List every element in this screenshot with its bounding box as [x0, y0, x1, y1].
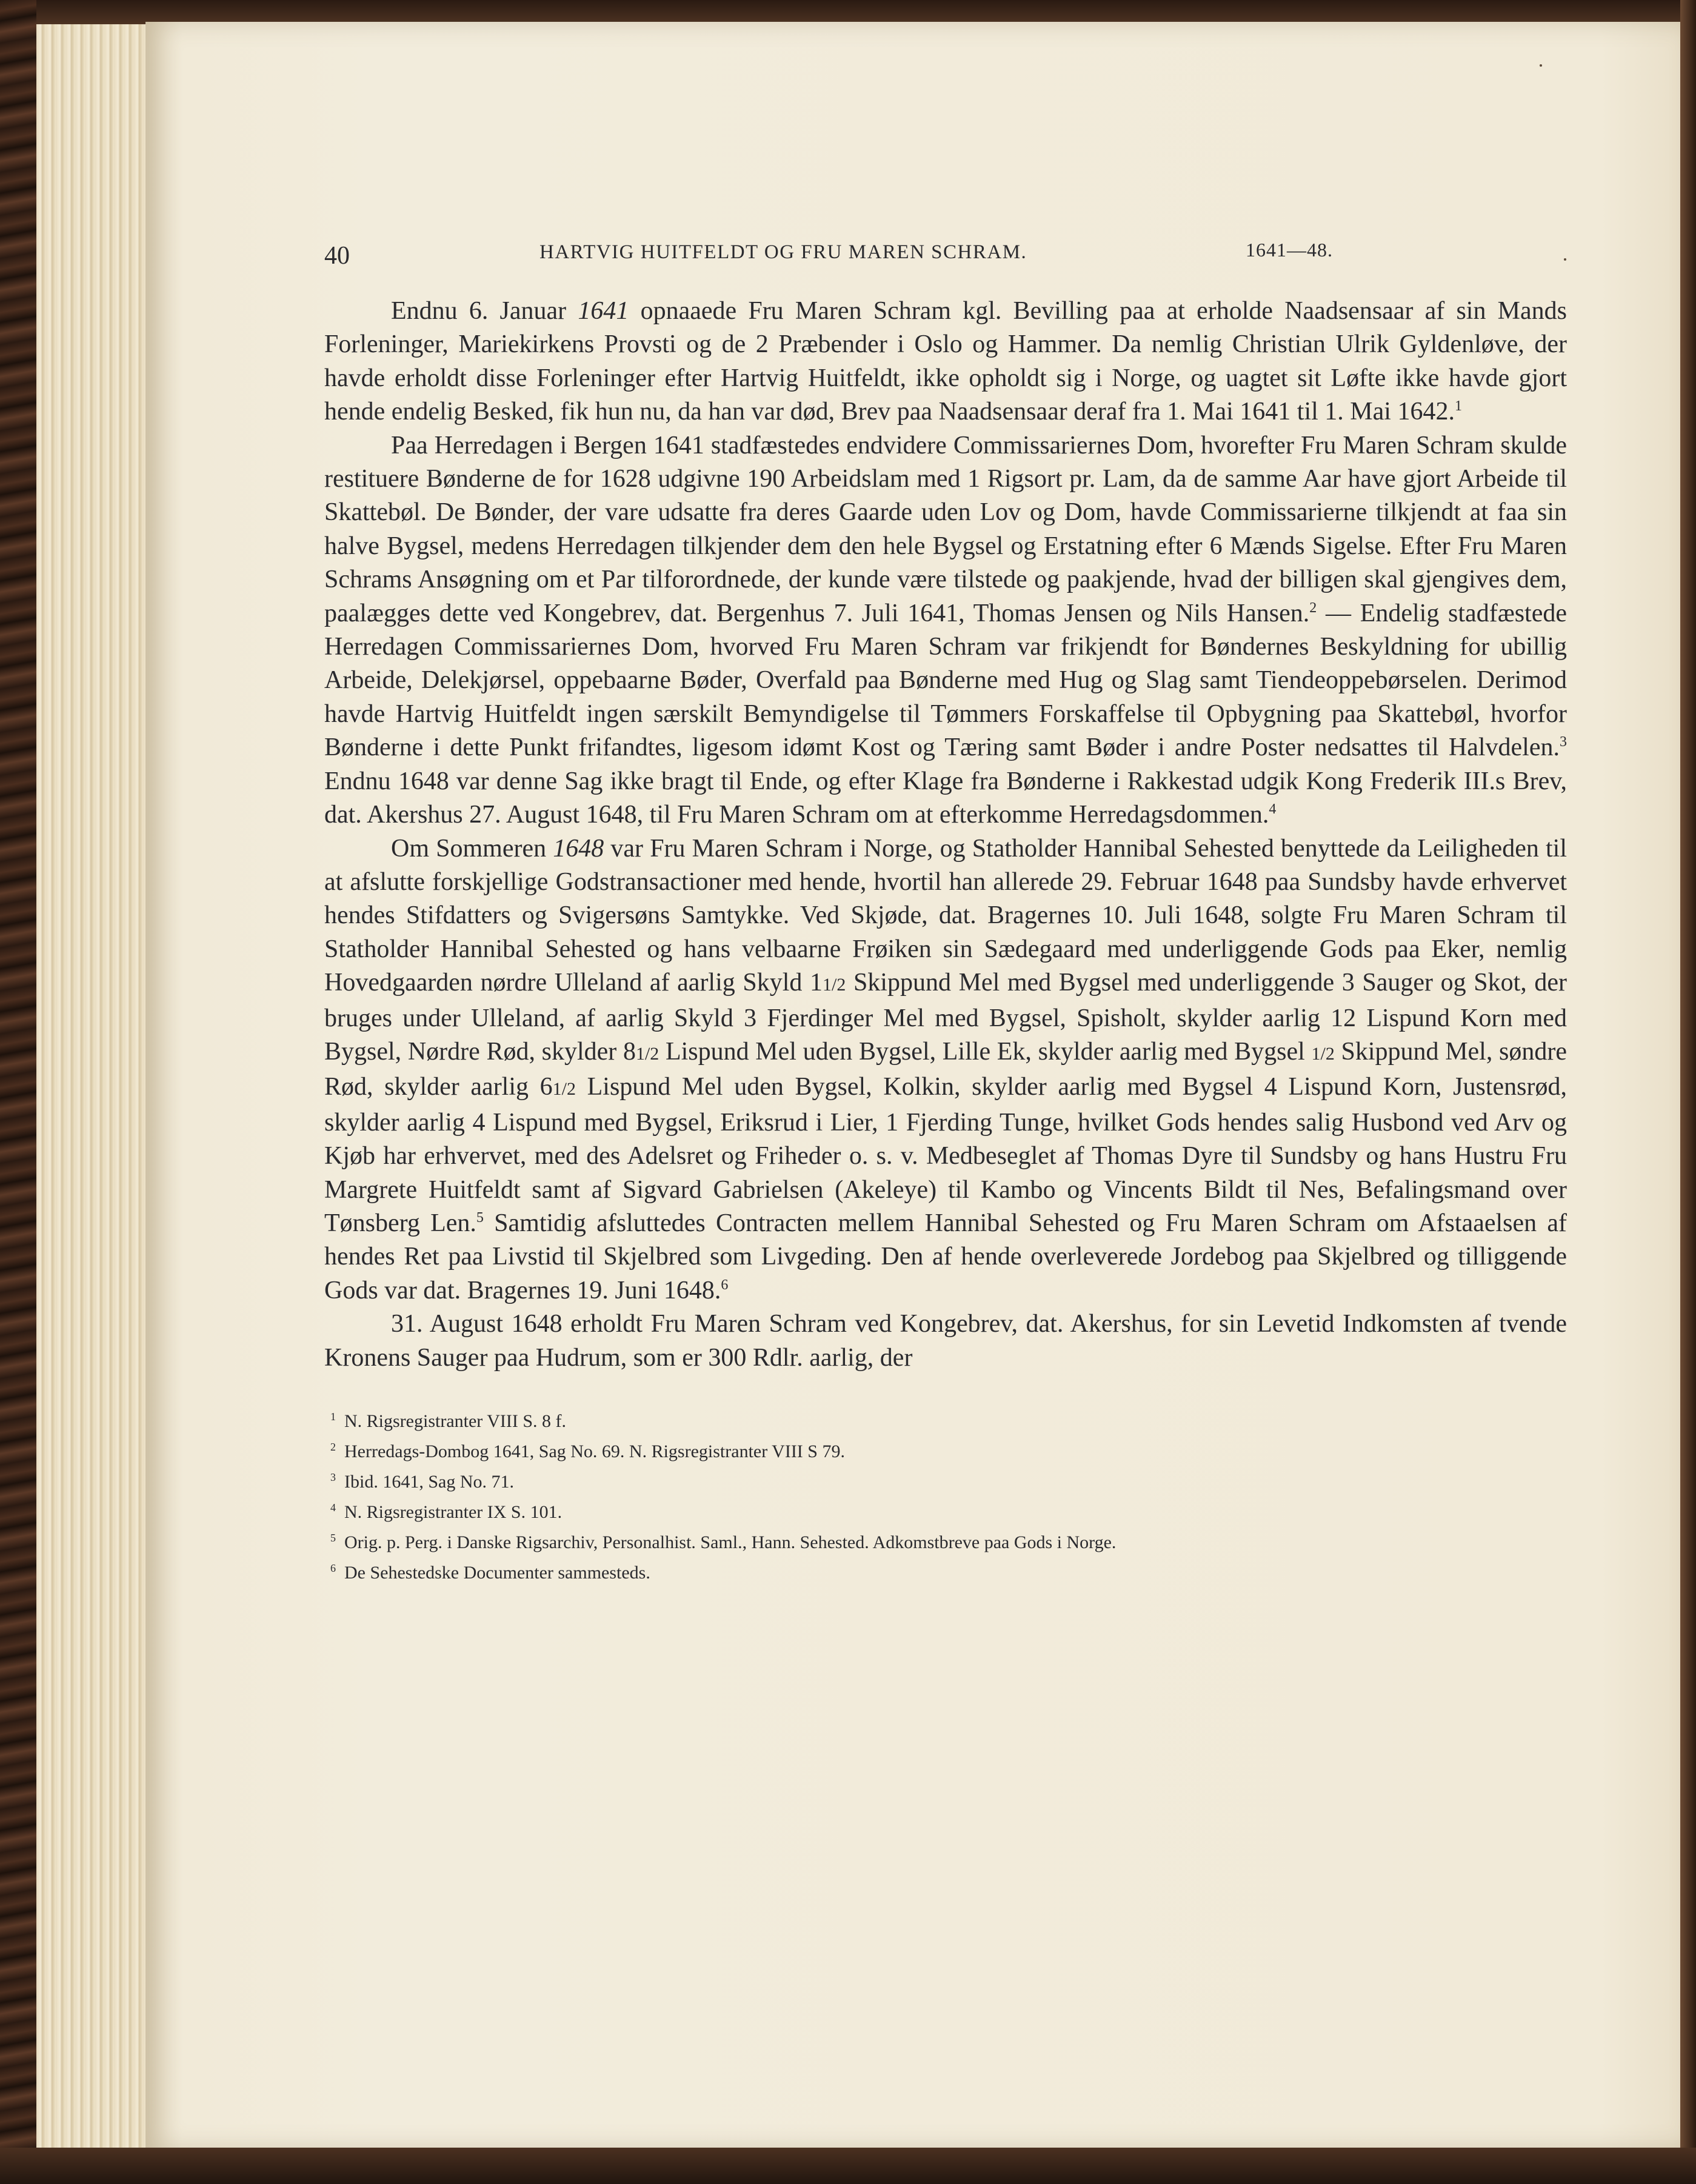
footnote — [324, 1434, 1567, 1464]
footnote-text: De Sehestedske Documenter sammesteds. — [344, 1563, 650, 1583]
footnote-ref: 6 — [721, 1277, 729, 1293]
footnote-text: Herredags-Dombog 1641, Sag No. 69. N. Rigsregistranter VIII S 79. — [344, 1441, 845, 1461]
page-stack-edges — [36, 24, 153, 2149]
text-run: Om Sommeren — [391, 834, 553, 863]
footnote — [324, 1464, 1567, 1495]
text-run: Endnu 1648 var denne Sag ikke bragt til Ende, og efter Klage fra Bønderne i Rakkestad udgik Kong Frederik III.s Brev, dat. Akershus 27. August 1648, til Fru Maren Schram om at efterkomme Herredagsdommen. — [324, 767, 1567, 829]
text-run: — Endelig stadfæstede Herredagen Commissariernes Dom, hvorved Fru Maren Schram var frikjendt for Bøndernes Beskyldning for ubillig Arbeide, Delekjørsel, oppebaarne Bøder, Overfald paa Bønderne med Hug og Slag samt Tiendeoppebørselen. Derimod havde Hartvig Huitfeldt ingen særskilt Bemyndigelse til Tømmers Forskaffelse til Opbygning paa Skattebøl, hvorfor Bønderne i dette Punkt frifandtes, ligesom idømt Kost og Tæring samt Bøder i andre Poster nedsattes til Halvdelen. — [324, 599, 1567, 762]
book-bottom-edge — [0, 2148, 1696, 2184]
footnote-marker: 1 — [330, 1411, 336, 1423]
footnote — [324, 1404, 1567, 1434]
italic-year: 1641 — [578, 297, 629, 325]
paper-speck — [1540, 64, 1542, 67]
page-number: 40 — [324, 242, 350, 270]
footnote-marker: 5 — [330, 1532, 336, 1544]
footnote-ref: 3 — [1560, 734, 1567, 750]
book-top-edge — [0, 0, 1696, 24]
running-title: HARTVIG HUITFELDT OG FRU MAREN SCHRAM. — [539, 241, 1027, 263]
footnote-marker: 4 — [330, 1501, 336, 1514]
text-run: Lispund Mel uden Bygsel, Lille Ek, skylder aarlig med Bygsel — [659, 1037, 1312, 1066]
footnote — [324, 1525, 1567, 1555]
book-cover-left — [0, 0, 36, 2184]
text-run: Paa Herredagen i Bergen 1641 stadfæstedes endvidere Commissariernes Dom, hvorefter Fru Maren Schram skulde restituere Bønderne de for 1628 udgivne 190 Arbeidslam med 1 Rigsort pr. Lam, da de samme Aar have gjort Arbeide til Skattebøl. De Bønder, der vare udsatte fra deres Gaarde uden Lov og Dom, havde Commissarierne tilkjendt at faa sin halve Bygsel, medens Herredagen tilkjender dem den hele Bygsel og Erstatning efter 6 Mænds Sigelse. Efter Fru Maren Schrams Ansøgning om et Par tilforordnede, der kunde være tilstede og paakjende, hvad der billigen skal gjengives dem, paalægges dette ved Kongebrev, dat. Bergenhus 7. Juli 1641, Thomas Jensen og Nils Hansen. — [324, 431, 1567, 627]
footnote-text: Ibid. 1641, Sag No. 71. — [344, 1472, 514, 1492]
running-head — [324, 230, 1567, 273]
paragraph — [324, 295, 1567, 429]
text-run: Skippund Mel med Bygsel med underliggende 3 Sauger og Skot, der bruges under Ulleland, af aarlig Skyld 3 Fjerdinger Mel med Bygsel, Spisholt, skylder aarlig 12 Lispund Korn med Bygsel, Nørdre Rød, skylder 8 — [324, 969, 1567, 1066]
text-run: Samtidig afsluttedes Contracten mellem Hannibal Sehested og Fru Maren Schram om Afstaaelsen af hendes Ret paa Livstid til Skjelbred som Livgeding. Den af hende overleverede Jordebog paa Skjelbred og tilliggende Gods var dat. Bragernes 19. Juni 1648. — [324, 1209, 1567, 1304]
fraction: 1/2 — [823, 975, 846, 995]
footnote-ref: 4 — [1269, 801, 1277, 818]
text-run: var Fru Maren Schram i Norge, og Statholder Hannibal Sehested benyttede da Leiligheden til at afslutte forskjellige Godstransactioner med hende, hvortil han allerede 29. Februar 1648 paa Sundsby havde erhvervet hendes Stifdatters og Svigersøns Samtykke. Ved Skjøde, dat. Bragernes 10. Juli 1648, solgte Fru Maren Schram til Statholder Hannibal Sehested og hans velbaarne Frøiken sin Sædegaard med underliggende Gods paa Eker, nemlig Hovedgaarden nørdre Ulleland af aarlig Skyld 1 — [324, 834, 1567, 997]
footnote-text: Orig. p. Perg. i Danske Rigsarchiv, Personalhist. Saml., Hann. Sehested. Adkomstbreve paa Gods i Norge. — [344, 1532, 1117, 1552]
italic-year: 1648 — [553, 834, 604, 863]
paragraph — [324, 1307, 1567, 1375]
book-cover-right — [1680, 0, 1696, 2184]
footnote — [324, 1555, 1567, 1586]
text-run: opnaaede Fru Maren Schram kgl. Bevilling paa at erholde Naadsensaar af sin Mands Forleninger, Mariekirkens Provsti og de 2 Præbender i Oslo og Hammer. Da nemlig Christian Ulrik Gyldenløve, der havde erholdt disse Forleninger efter Hartvig Huitfeldt, ikke opholdt sig i Norge, og uagtet sit Løfte ikke havde gjort hende endelig Besked, fik hun nu, da han var død, Brev paa Naadsensaar deraf fra 1. Mai 1641 til 1. Mai 1642. — [324, 297, 1567, 426]
footnote-ref: 5 — [476, 1209, 484, 1226]
footnote-marker: 2 — [330, 1441, 336, 1453]
footnote-text: N. Rigsregistranter IX S. 101. — [344, 1502, 563, 1522]
fraction: 1/2 — [552, 1079, 576, 1100]
page-content — [324, 230, 1567, 1586]
fraction: 1/2 — [635, 1043, 659, 1064]
footnotes — [324, 1404, 1567, 1586]
footnote-ref: 1 — [1454, 398, 1462, 415]
footnote-marker: 6 — [330, 1562, 336, 1574]
footnote-ref: 2 — [1309, 599, 1317, 616]
footnote — [324, 1495, 1567, 1525]
body-text — [324, 295, 1567, 1375]
footnote-text: N. Rigsregistranter VIII S. 8 f. — [344, 1411, 567, 1431]
text-run: Lispund Mel uden Bygsel, Kolkin, skylder aarlig med Bygsel 4 Lispund Korn, Justensrød, skylder aarlig 4 Lispund med Bygsel, Eriksrud i Lier, 1 Fjerding Tunge, hvilket Gods hendes salig Husbond ved Arv og Kjøb har erhvervet, med des Adelsret og Friheder o. s. v. Medbeseglet af Thomas Dyre til Sundsby og hans Hustru Fru Margrete Huitfeldt samt af Sigvard Gabrielsen (Akeleye) til Kambo og Vincents Bildt til Nes, Befalingsmand over Tønsberg Len. — [324, 1073, 1567, 1237]
running-years: 1641—48. — [1246, 239, 1333, 261]
paragraph — [324, 429, 1567, 832]
footnote-marker: 3 — [330, 1471, 336, 1483]
paragraph — [324, 832, 1567, 1308]
fraction: 1/2 — [1311, 1043, 1335, 1064]
text-run: 31. August 1648 erholdt Fru Maren Schram ved Kongebrev, dat. Akershus, for sin Levetid Indkomsten af tvende Kronens Sauger paa Hudrum, som er 300 Rdlr. aarlig, der — [324, 1310, 1567, 1372]
text-run: Skippund Mel, søndre Rød, skylder aarlig 6 — [324, 1037, 1567, 1101]
text-run: Endnu 6. Januar — [391, 297, 578, 325]
